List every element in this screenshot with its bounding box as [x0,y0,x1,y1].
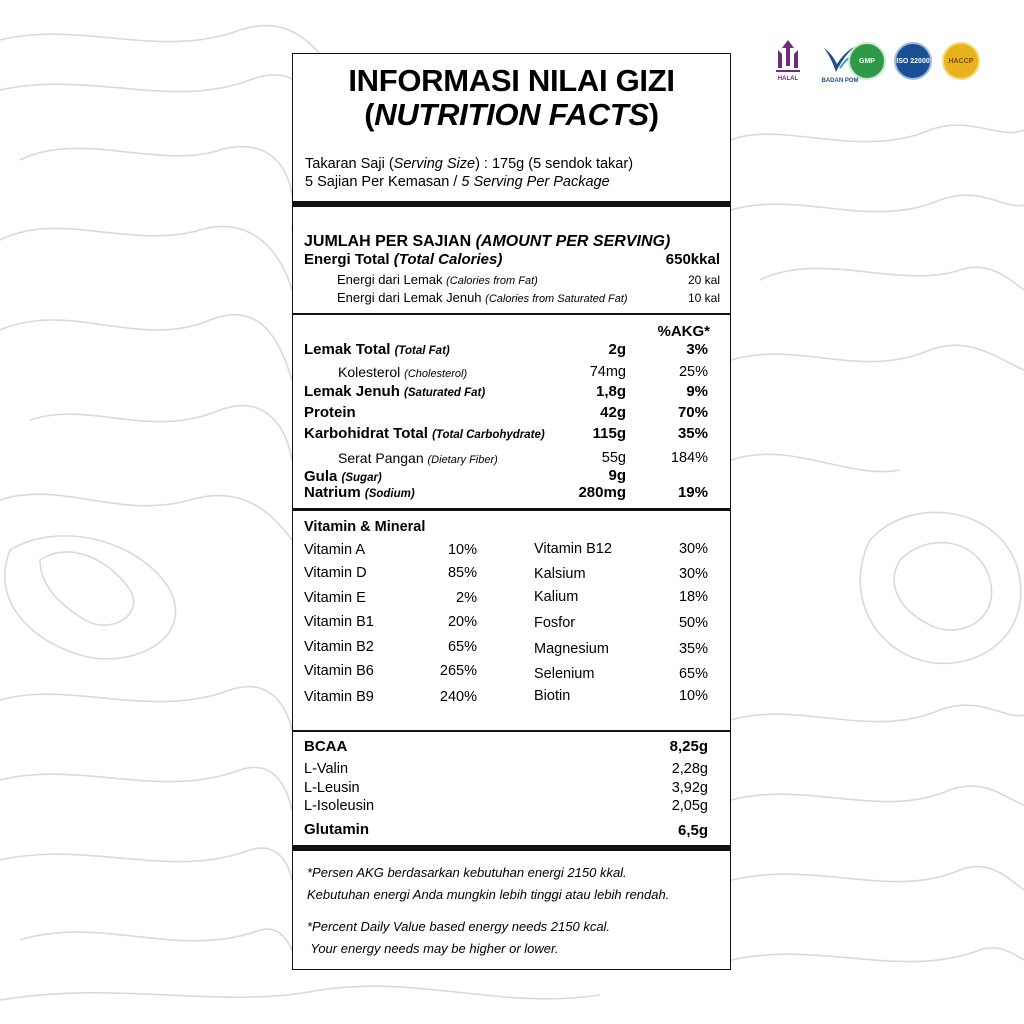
footnote-en-2: Your energy needs may be higher or lower. [307,941,559,956]
nutrient-row-label: Serat Pangan (Dietary Fiber) [338,450,498,466]
nutrient-row-pct: 19% [677,484,708,501]
vitamin-pct: 20% [447,614,477,630]
halal-logo [768,36,808,90]
nutrient-row-pct: 9% [686,383,708,400]
nutrient-row-pct: 35% [677,425,708,442]
mineral-name: Fosfor [534,615,576,631]
vitamin-name: Vitamin B9 [304,689,374,705]
amino-value: 2,05g [671,798,708,814]
vitamin-name: Vitamin B2 [304,639,374,655]
vitamin-pct: 265% [439,663,477,679]
mineral-name: Biotin [534,688,571,704]
title-paren-open: ( [364,97,375,132]
badan-pom-caption: BADAN POM [821,78,859,84]
title-paren-close: ) [648,97,659,132]
title-line-1: INFORMASI NILAI GIZI [348,63,675,98]
nutrient-row-amount: 9g [608,467,626,484]
nutrient-row-pct: 70% [677,404,708,421]
divider [293,508,730,511]
vitamin-name: Vitamin E [304,590,366,606]
nutrient-row-label: Lemak Total (Total Fat) [304,341,450,358]
title-line-2 [293,98,730,132]
vitamin-name: Vitamin B6 [304,663,374,679]
vitamin-name: Vitamin B1 [304,614,374,630]
vitamin-pct: 2% [456,590,477,606]
iso-badge: ISO 22000 [894,42,932,80]
halal-caption: HALAL [777,76,799,82]
vitamin-mineral-heading: Vitamin & Mineral [304,519,426,535]
mineral-name: Kalium [534,589,579,605]
nutrient-row-label: Lemak Jenuh (Saturated Fat) [304,383,486,400]
footnote-id-2: Kebutuhan energi Anda mungkin lebih tinggi atau lebih rendah. [307,887,670,902]
gmp-badge: GMP [848,42,886,80]
halal-icon [768,36,808,76]
nutrient-row-amount: 280mg [578,484,626,501]
mineral-pct: 10% [678,688,708,704]
mineral-name: Kalsium [534,566,586,582]
amino-value: 3,92g [671,780,708,796]
amino-name: L-Valin [304,761,349,777]
divider-thick [293,845,730,851]
akg-header: %AKG* [657,323,710,340]
mineral-pct: 30% [678,541,708,557]
amino-name: L-Leusin [304,780,360,796]
mineral-pct: 18% [678,589,708,605]
certification-badges [760,36,990,96]
divider [293,313,730,315]
amino-value: 2,28g [671,761,708,777]
servings-per-package-line: 5 Sajian Per Kemasan / 5 Serving Per Package [305,174,610,190]
mineral-name: Selenium [534,666,595,682]
bcaa-value: 8,25g [669,738,708,755]
nutrient-row-pct: 3% [686,341,708,358]
mineral-name: Vitamin B12 [534,541,612,557]
satfat-calories-label: Energi dari Lemak Jenuh (Calories from Saturated Fat) [337,290,628,305]
glutamin-label: Glutamin [304,821,370,838]
nutrient-row-label: Natrium (Sodium) [304,484,415,501]
nutrient-row-label: Karbohidrat Total (Total Carbohydrate) [304,425,545,442]
nutrient-row-amount: 115g [592,425,626,442]
vitamin-name: Vitamin A [304,542,365,558]
divider [293,730,730,732]
nutrient-row-label: Protein [304,404,356,421]
vitamin-name: Vitamin D [304,565,367,581]
nutrient-row-amount: 1,8g [595,383,626,400]
panel-title [293,64,730,132]
haccp-badge: HACCP [942,42,980,80]
nutrient-row-pct: 184% [670,450,708,466]
nutrient-row-amount: 74mg [589,364,626,380]
mineral-pct: 30% [678,566,708,582]
energy-total-label: Energi Total (Total Calories) [304,251,503,268]
mineral-pct: 35% [678,641,708,657]
nutrient-row-label: Gula (Sugar) [304,468,382,485]
nutrient-row-amount: 2g [608,341,626,358]
nutrient-row-amount: 42g [600,404,626,421]
vitamin-pct: 65% [447,639,477,655]
nutrient-row-amount: 55g [601,450,626,466]
amino-name: L-Isoleusin [304,798,375,814]
footnote-en-1: *Percent Daily Value based energy needs 2150 kcal. [307,919,611,934]
mineral-name: Magnesium [534,641,609,657]
nutrient-row-pct: 25% [678,364,708,380]
mineral-pct: 65% [678,666,708,682]
fat-calories-label: Energi dari Lemak (Calories from Fat) [337,272,538,287]
bcaa-label: BCAA [304,738,348,755]
vitamin-pct: 240% [439,689,477,705]
fat-calories-value: 20 kal [687,273,720,287]
satfat-calories-value: 10 kal [687,291,720,305]
glutamin-value: 6,5g [677,822,708,839]
serving-info [305,155,633,191]
mineral-pct: 50% [678,615,708,631]
nutrition-facts-panel [292,53,731,970]
amount-heading: JUMLAH PER SAJIAN (AMOUNT PER SERVING) [304,233,671,250]
divider-thick [293,201,730,207]
footnote-id-1: *Persen AKG berdasarkan kebutuhan energi 2150 kkal. [307,865,627,880]
title-english: NUTRITION FACTS [374,97,649,132]
energy-total-value: 650kkal [665,251,720,268]
serving-size-line: Takaran Saji (Serving Size) : 175g (5 sendok takar) [305,156,634,172]
vitamin-pct: 85% [447,565,477,581]
vitamin-pct: 10% [447,542,477,558]
nutrient-row-label: Kolesterol (Cholesterol) [338,364,468,380]
